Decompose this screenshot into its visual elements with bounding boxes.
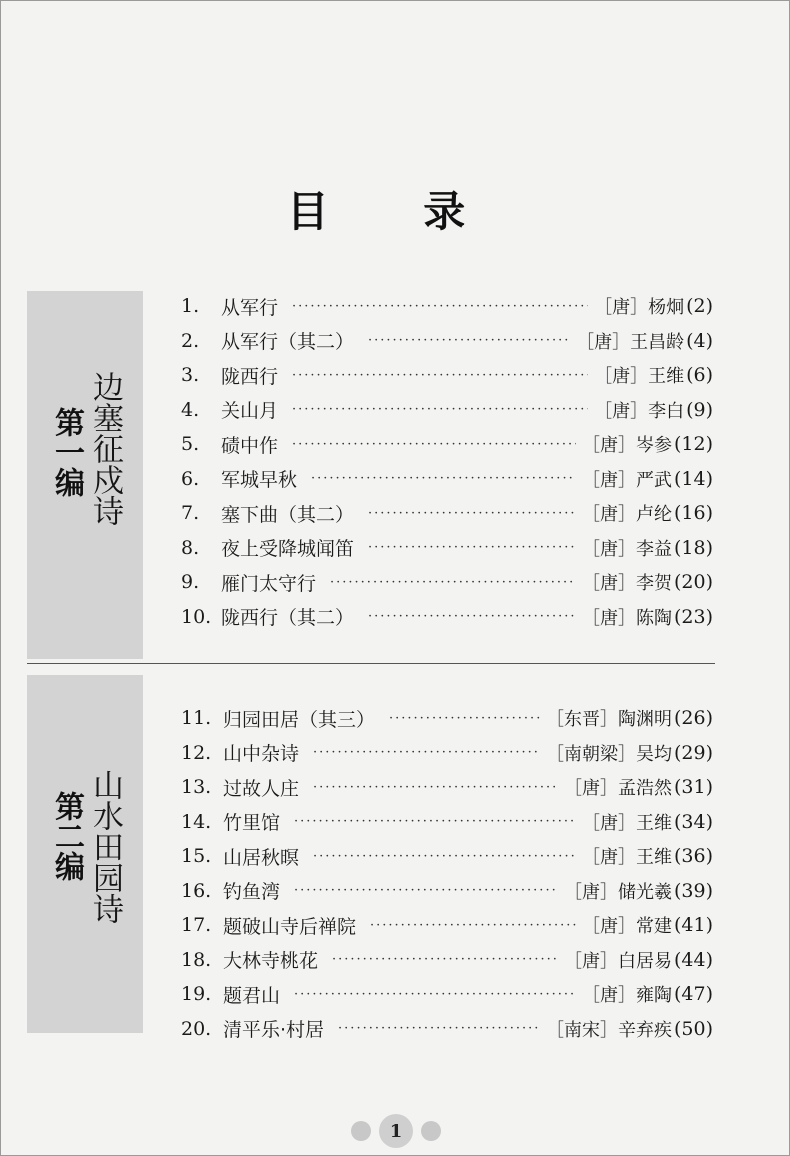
entry-title: 竹里馆: [223, 812, 281, 835]
entry-page: (26): [673, 707, 713, 730]
entry-page: (31): [673, 776, 713, 799]
entry-page: (47): [673, 983, 713, 1006]
entry-number: 4.: [181, 398, 200, 421]
entry-title: 军城早秋: [221, 469, 298, 492]
entry-number: 11.: [181, 707, 212, 730]
entry-title: 大林寺桃花: [223, 950, 319, 973]
dot-leader: [294, 987, 576, 1002]
entry-number: 14.: [181, 810, 212, 833]
toc-entry[interactable]: [181, 736, 713, 771]
entry-page: (50): [673, 1017, 713, 1040]
toc-entry[interactable]: [181, 874, 713, 909]
toc-entry[interactable]: [181, 358, 713, 393]
entry-title: 钓鱼湾: [223, 881, 281, 904]
entry-title: 过故人庄: [223, 777, 300, 800]
toc-entry[interactable]: [181, 908, 713, 943]
entry-number: 5.: [181, 433, 200, 456]
dot-leader: [292, 368, 588, 383]
entry-page: (2): [686, 295, 713, 318]
entry-page: (20): [673, 571, 713, 594]
dot-leader: [311, 471, 576, 486]
entry-number: 17.: [181, 914, 212, 937]
entry-title: 关山月: [221, 400, 279, 423]
entry-title: 从军行（其二）: [221, 331, 355, 354]
entry-number: 6.: [181, 467, 200, 490]
entry-number: 7.: [181, 502, 200, 525]
entry-author: ［唐］王昌龄: [576, 331, 685, 353]
page-title: 目 录: [286, 187, 506, 236]
toc-entry[interactable]: [181, 805, 713, 840]
entry-title: 山居秋暝: [223, 846, 300, 869]
dot-leader: [313, 745, 540, 760]
entry-author: ［唐］岑参: [581, 435, 672, 457]
footer-dot-right: [421, 1121, 441, 1141]
entry-title: 塞下曲（其二）: [221, 503, 355, 526]
entry-author: ［唐］李白: [594, 400, 685, 422]
entry-title: 归园田居（其三）: [223, 708, 376, 731]
entry-title: 清平乐·村居: [223, 1019, 325, 1042]
dot-leader: [292, 437, 576, 452]
section-divider: [27, 663, 715, 664]
entry-author: ［唐］王维: [581, 847, 672, 869]
part2-label: 第二编: [49, 791, 84, 881]
dot-leader: [368, 609, 576, 624]
entry-author: ［唐］陈陶: [581, 607, 672, 629]
entry-page: (34): [673, 810, 713, 833]
toc-entry[interactable]: [181, 565, 713, 600]
part1-section-label: 边塞征戍诗: [87, 371, 123, 526]
entry-title: 夜上受降城闻笛: [221, 538, 355, 561]
part1-label: 第一编: [49, 407, 84, 497]
entry-title: 题君山: [223, 984, 281, 1007]
entry-page: (23): [673, 605, 713, 628]
dot-leader: [313, 780, 558, 795]
toc-entry[interactable]: [181, 600, 713, 635]
part2-band: [27, 675, 143, 1033]
entry-title: 陇西行（其二）: [221, 607, 355, 630]
entry-title: 雁门太守行: [221, 572, 317, 595]
entry-number: 3.: [181, 364, 200, 387]
entry-page: (36): [673, 845, 713, 868]
dot-leader: [368, 333, 570, 348]
entry-page: (6): [686, 364, 713, 387]
entry-page: (18): [673, 536, 713, 559]
entry-number: 1.: [181, 295, 200, 318]
dot-leader: [338, 1021, 540, 1036]
dot-leader: [332, 952, 558, 967]
entry-number: 16.: [181, 879, 212, 902]
entry-title: 碛中作: [221, 434, 279, 457]
entry-page: (29): [673, 741, 713, 764]
entry-page: (39): [673, 879, 713, 902]
entry-page: (41): [673, 914, 713, 937]
entry-author: ［唐］李贺: [581, 573, 672, 595]
entry-author: ［南宋］辛弃疾: [545, 1019, 672, 1041]
footer-dot-left: [351, 1121, 371, 1141]
toc-entry[interactable]: [181, 770, 713, 805]
toc-entry[interactable]: [181, 839, 713, 874]
entry-number: 8.: [181, 536, 200, 559]
entry-title: 从军行: [221, 296, 279, 319]
entry-number: 12.: [181, 741, 212, 764]
toc-list-part2: [181, 701, 713, 1046]
entry-author: ［唐］杨炯: [594, 297, 685, 319]
dot-leader: [368, 540, 576, 555]
entry-author: ［东晋］陶渊明: [545, 709, 672, 731]
toc-entry[interactable]: [181, 943, 713, 978]
dot-leader: [294, 883, 558, 898]
entry-author: ［唐］常建: [581, 916, 672, 938]
toc-entry[interactable]: [181, 462, 713, 497]
entry-author: ［唐］雍陶: [581, 985, 672, 1007]
entry-author: ［南朝梁］吴均: [545, 743, 672, 765]
page-number: 1: [379, 1114, 413, 1148]
toc-entry[interactable]: [181, 531, 713, 566]
entry-number: 2.: [181, 329, 200, 352]
toc-entry[interactable]: [181, 977, 713, 1012]
entry-number: 10.: [181, 605, 212, 628]
entry-page: (4): [686, 329, 713, 352]
entry-author: ［唐］王维: [581, 812, 672, 834]
dot-leader: [368, 506, 576, 521]
entry-page: (12): [673, 433, 713, 456]
entry-author: ［唐］孟浩然: [563, 778, 672, 800]
entry-author: ［唐］卢纶: [581, 504, 672, 526]
entry-number: 13.: [181, 776, 212, 799]
dot-leader: [294, 814, 576, 829]
toc-entry[interactable]: [181, 324, 713, 359]
entry-page: (44): [673, 948, 713, 971]
entry-number: 15.: [181, 845, 212, 868]
entry-author: ［唐］王维: [594, 366, 685, 388]
entry-author: ［唐］李益: [581, 538, 672, 560]
dot-leader: [313, 849, 576, 864]
entry-author: ［唐］储光羲: [563, 881, 672, 903]
toc-entry[interactable]: [181, 427, 713, 462]
entry-page: (16): [673, 502, 713, 525]
entry-page: (14): [673, 467, 713, 490]
toc-entry[interactable]: [181, 701, 713, 736]
entry-number: 19.: [181, 983, 212, 1006]
part1-band: [27, 291, 143, 659]
toc-entry[interactable]: [181, 496, 713, 531]
toc-entry[interactable]: [181, 1012, 713, 1047]
entry-title: 山中杂诗: [223, 743, 300, 766]
page-footer: [1, 1111, 790, 1151]
part2-section-label: 山水田园诗: [87, 769, 123, 924]
dot-leader: [370, 918, 576, 933]
entry-number: 9.: [181, 571, 200, 594]
dot-leader: [389, 711, 540, 726]
toc-entry[interactable]: [181, 393, 713, 428]
entry-number: 20.: [181, 1017, 212, 1040]
entry-title: 陇西行: [221, 365, 279, 388]
dot-leader: [330, 575, 576, 590]
entry-title: 题破山寺后禅院: [223, 915, 357, 938]
entry-page: (9): [686, 398, 713, 421]
toc-entry[interactable]: [181, 289, 713, 324]
entry-number: 18.: [181, 948, 212, 971]
entry-author: ［唐］白居易: [563, 950, 672, 972]
toc-list-part1: [181, 289, 713, 634]
dot-leader: [292, 299, 588, 314]
entry-author: ［唐］严武: [581, 469, 672, 491]
dot-leader: [292, 402, 588, 417]
